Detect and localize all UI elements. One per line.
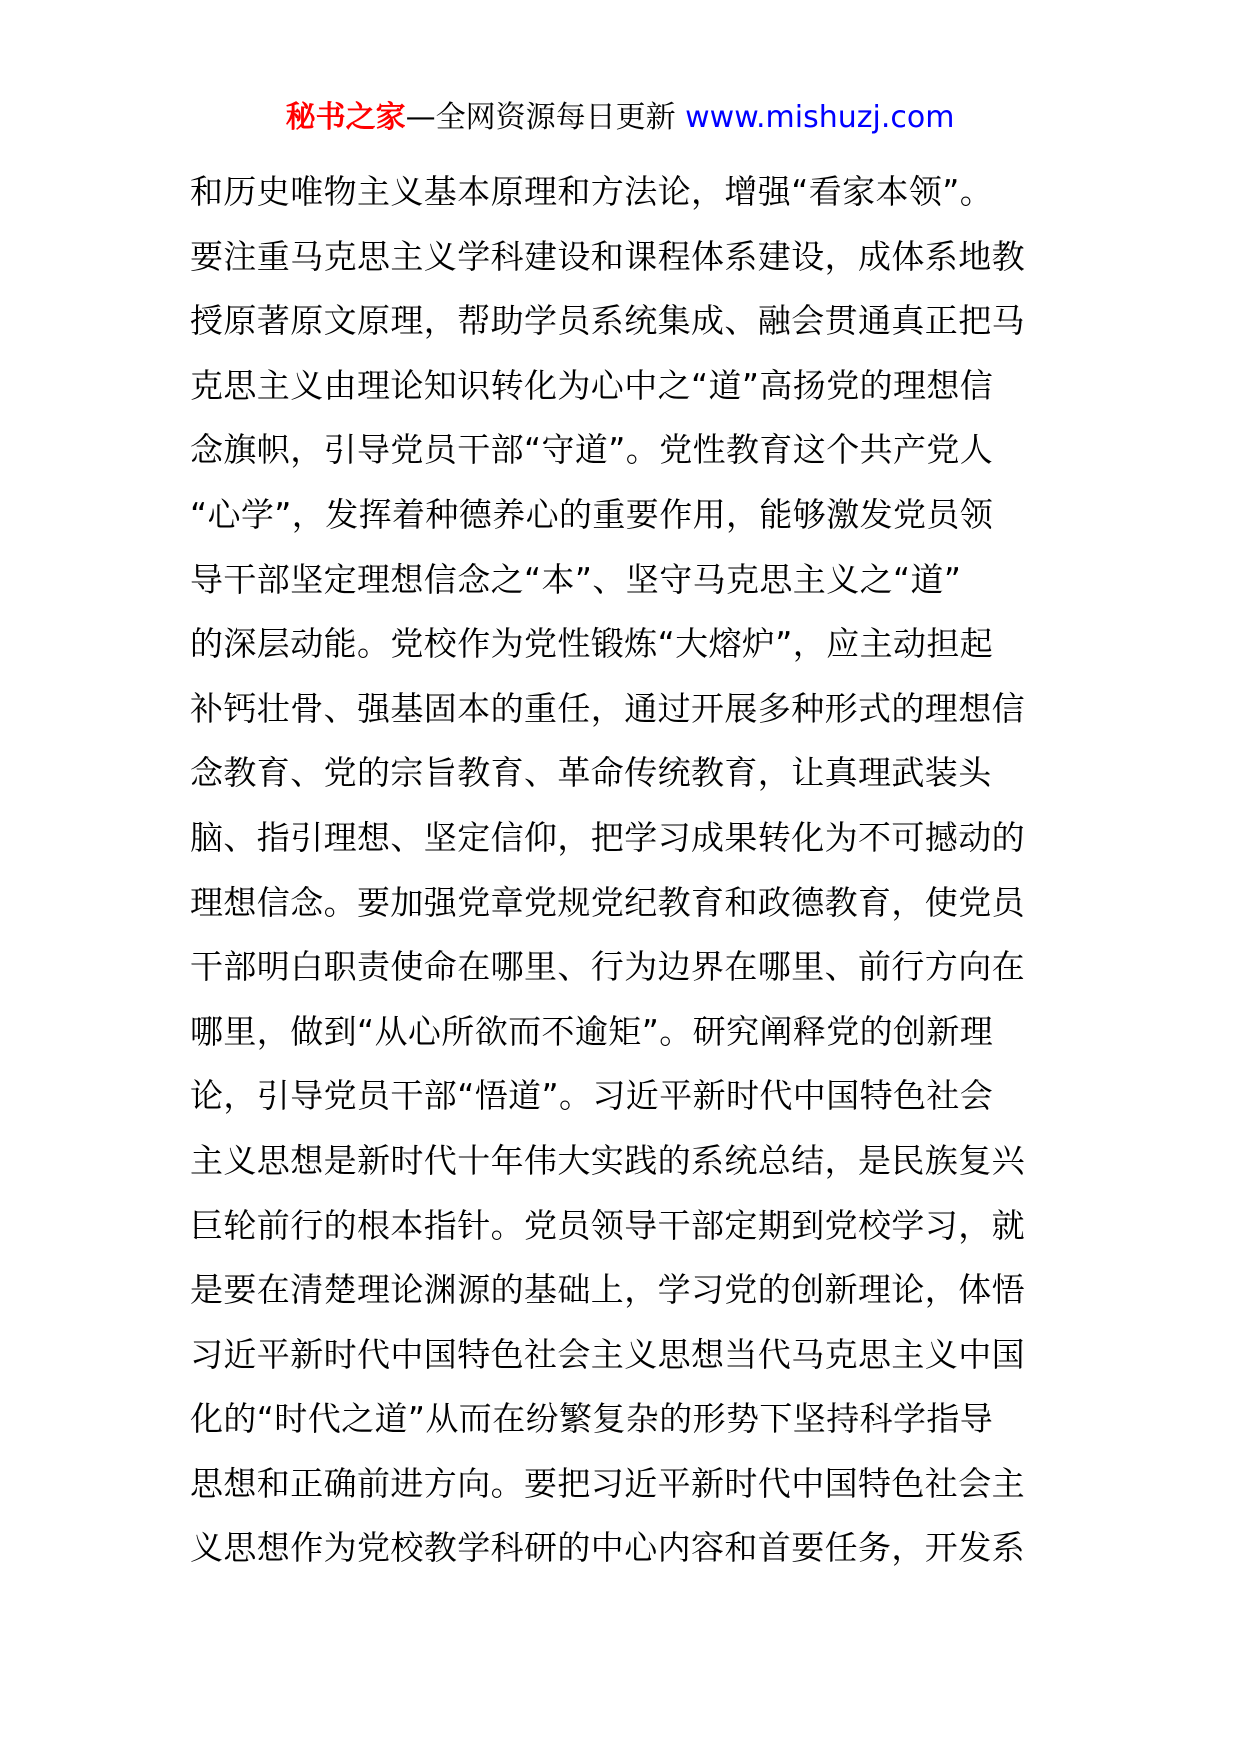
text-line: 导干部坚定理想信念之“本”、坚守马克思主义之“道” bbox=[190, 559, 962, 599]
text-line: 习近平新时代中国特色社会主义思想当代马克思主义中国 bbox=[190, 1334, 1025, 1374]
document-body bbox=[190, 160, 1070, 1581]
text-line: 要注重马克思主义学科建设和课程体系建设，成体系地教 bbox=[190, 236, 1025, 276]
text-line: 念教育、党的宗旨教育、革命传统教育，让真理武装头 bbox=[190, 753, 992, 793]
text-line: 义思想作为党校教学科研的中心内容和首要任务，开发系 bbox=[190, 1528, 1025, 1568]
text-line: 哪里，做到“从心所欲而不逾矩”。研究阐释党的创新理 bbox=[190, 1011, 994, 1051]
text-line: 补钙壮骨、强基固本的重任，通过开展多种形式的理想信 bbox=[190, 688, 1025, 728]
text-line: “心学”，发挥着种德养心的重要作用，能够激发党员领 bbox=[190, 494, 994, 534]
text-line: 干部明白职责使命在哪里、行为边界在哪里、前行方向在 bbox=[190, 947, 1025, 987]
page-header bbox=[0, 96, 1240, 140]
text-line: 念旗帜，引导党员干部“守道”。党性教育这个共产党人 bbox=[190, 430, 994, 470]
text-line: 化的“时代之道”从而在纷繁复杂的形势下坚持科学指导 bbox=[190, 1399, 994, 1439]
text-line: 克思主义由理论知识转化为心中之“道”高扬党的理想信 bbox=[190, 365, 994, 405]
header-tagline: —全网资源每日更新 bbox=[405, 100, 676, 135]
text-line: 和历史唯物主义基本原理和方法论，增强“看家本领”。 bbox=[190, 172, 994, 211]
brand-name: 秘书之家 bbox=[285, 100, 406, 135]
text-line: 主义思想是新时代十年伟大实践的系统总结，是民族复兴 bbox=[190, 1140, 1025, 1180]
text-line: 授原著原文原理，帮助学员系统集成、融会贯通真正把马 bbox=[190, 301, 1025, 341]
text-line: 理想信念。要加强党章党规党纪教育和政德教育，使党员 bbox=[190, 882, 1025, 922]
text-line: 脑、指引理想、坚定信仰，把学习成果转化为不可撼动的 bbox=[190, 817, 1025, 857]
site-url-link[interactable]: www.mishuzj.com bbox=[685, 100, 955, 135]
text-line: 思想和正确前进方向。要把习近平新时代中国特色社会主 bbox=[190, 1463, 1025, 1503]
text-line: 巨轮前行的根本指针。党员领导干部定期到党校学习，就 bbox=[190, 1205, 1025, 1245]
text-line: 的深层动能。党校作为党性锻炼“大熔炉”，应主动担起 bbox=[190, 624, 994, 664]
text-line: 是要在清楚理论渊源的基础上，学习党的创新理论，体悟 bbox=[190, 1270, 1025, 1310]
text-line: 论，引导党员干部“悟道”。习近平新时代中国特色社会 bbox=[190, 1076, 994, 1116]
